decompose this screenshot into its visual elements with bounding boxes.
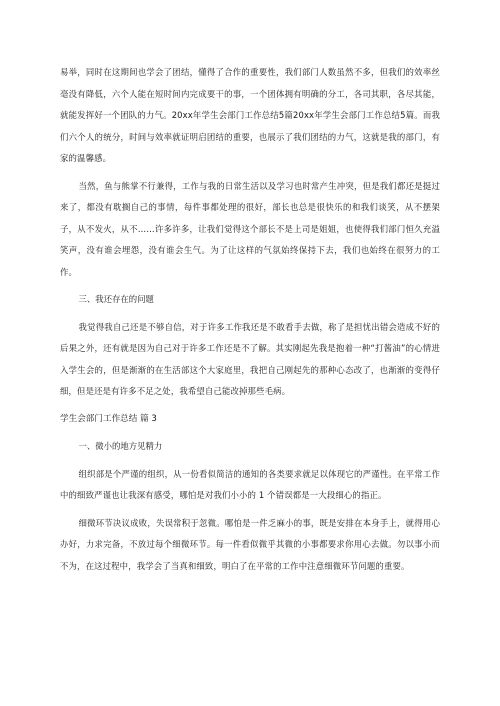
paragraph-work-life-balance: 当然，鱼与熊掌不行兼得，工作与我的日常生活以及学习也时常产生冲突，但是我们都还是挺过来了，都没有耽搁自己的事情，每件事都处理的很好，部长也总是很快乐的和我们谈笑，从不摆架子，从不发火，从不……许多许多，让我们觉得这个部长不是上司是姐姐，也使得我们部门恒久充溢笑声，没有谁会埋怨，没有谁会生气。为了让这样的气氛始终保持下去，我们也始终在很努力的工作。 xyxy=(60,180,440,277)
section-heading-details: 一、微小的地方见精力 xyxy=(78,441,163,451)
section-heading-problems: 三、我还存在的问题 xyxy=(78,294,154,304)
document-page xyxy=(60,62,440,583)
section-title-report-3: 学生会部门工作总结 篇 3 xyxy=(60,413,157,424)
paragraph-organization-dept: 组织部是个严谨的组织，从一份看似简洁的通知的各类要求就足以体现它的严谨性。在平常工作中的细致严谨也让我深有感受，哪怕是对我们小小的 1 个错误都是一大段细心的指正。 xyxy=(60,468,440,500)
paragraph-details-matter: 细微环节决议成败，失误常积于忽微。哪怕是一件乏麻小的事，既是安排在本身手上，就得用心办好，力求完备，不放过每个细微环节。每一件看似微乎其微的小事都要求你用心去做。勿以事小而不为，在这过程中，我学会了当真和细致，明白了在平常的工作中注意细微环节问题的重要。 xyxy=(60,517,440,571)
paragraph-self-confidence: 我觉得我自己还是不够自信，对于许多工作我还是不敢看手去做，称了是担忧出错会造成不好的后果之外，还有就是因为自己对于许多工作还是不了解。其实刚起先我是抱着一种“打酱油”的心情进入学生会的，但是渐渐的在生活部这个大家庭里，我把自己刚起先的那种心态改了，也渐渐的变得仔细，但是还是有许多不足之处，我希望自己能改掉那些毛病。 xyxy=(60,321,440,396)
paragraph-team-unity: 易举，同时在这期间也学会了团结，懂得了合作的重要性，我们部门人数虽然不多，但我们的效率丝毫没有降低，六个人能在短时间内完成要干的事，一个团体拥有明确的分工，各司其职，各尽其能，就能发挥好一个团队的力气。20xx年学生会部门工作总结5篇20xx年学生会部门工作总结5篇。而我们六个人的统分，时间与效率就证明启团结的重要，也展示了我们团结的力气，这就是我的部门，有家的温馨感。 xyxy=(60,67,440,163)
